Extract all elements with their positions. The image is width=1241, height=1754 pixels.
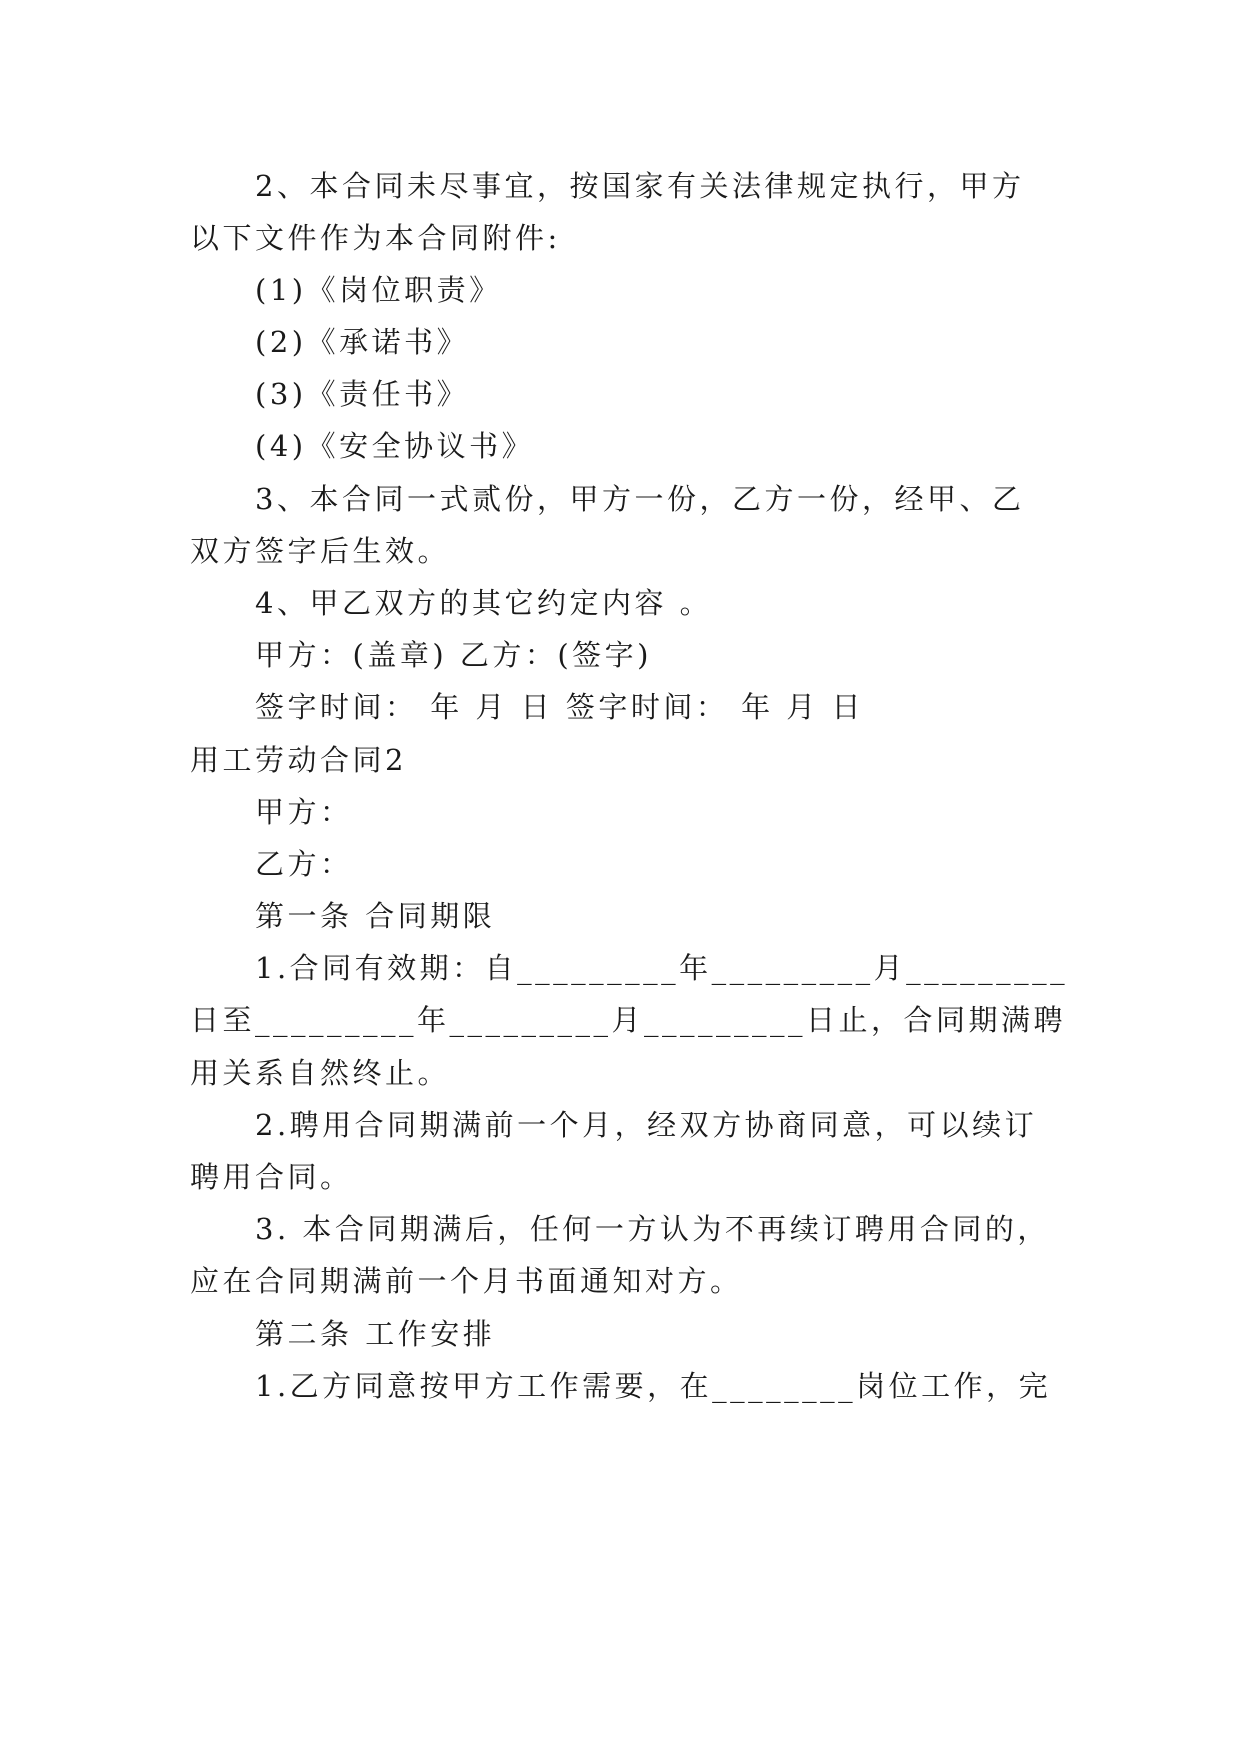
list-item: (3)《责任书》 bbox=[255, 377, 470, 411]
paragraph-line: 3. 本合同期满后，任何一方认为不再续订聘用合同的， bbox=[255, 1212, 1050, 1246]
paragraph-line: 3、本合同一式贰份，甲方一份，乙方一份，经甲、乙 bbox=[255, 482, 1025, 516]
paragraph-line: 2.聘用合同期满前一个月，经双方协商同意，可以续订 bbox=[255, 1108, 1038, 1142]
paragraph-line: 4、甲乙双方的其它约定内容 。 bbox=[255, 586, 713, 620]
party-a-line: 甲方： bbox=[255, 795, 353, 829]
list-item: (4)《安全协议书》 bbox=[255, 429, 535, 463]
paragraph-line: 1.乙方同意按甲方工作需要，在________岗位工作，完 bbox=[255, 1369, 1052, 1403]
paragraph-line: 日至_________年_________月_________日止，合同期满聘 bbox=[190, 1003, 1067, 1037]
section-title: 用工劳动合同2 bbox=[190, 743, 407, 777]
list-item: (1)《岗位职责》 bbox=[255, 273, 502, 307]
paragraph-line: 聘用合同。 bbox=[190, 1160, 353, 1194]
party-b-line: 乙方： bbox=[255, 847, 353, 881]
paragraph-line: 应在合同期满前一个月书面通知对方。 bbox=[190, 1264, 743, 1298]
signature-line: 甲方：(盖章) 乙方：(签字) bbox=[255, 638, 652, 672]
article-heading: 第一条 合同期限 bbox=[255, 899, 496, 933]
article-heading: 第二条 工作安排 bbox=[255, 1317, 496, 1351]
list-item: (2)《承诺书》 bbox=[255, 325, 470, 359]
paragraph-line: 2、本合同未尽事宜，按国家有关法律规定执行，甲方 bbox=[255, 169, 1025, 203]
paragraph-line: 双方签字后生效。 bbox=[190, 534, 451, 568]
signature-date-line: 签字时间： 年 月 日 签字时间： 年 月 日 bbox=[255, 690, 865, 724]
paragraph-line: 以下文件作为本合同附件: bbox=[190, 221, 561, 255]
paragraph-line: 1.合同有效期：自_________年_________月_________ bbox=[255, 951, 1069, 985]
paragraph-line: 用关系自然终止。 bbox=[190, 1056, 451, 1090]
